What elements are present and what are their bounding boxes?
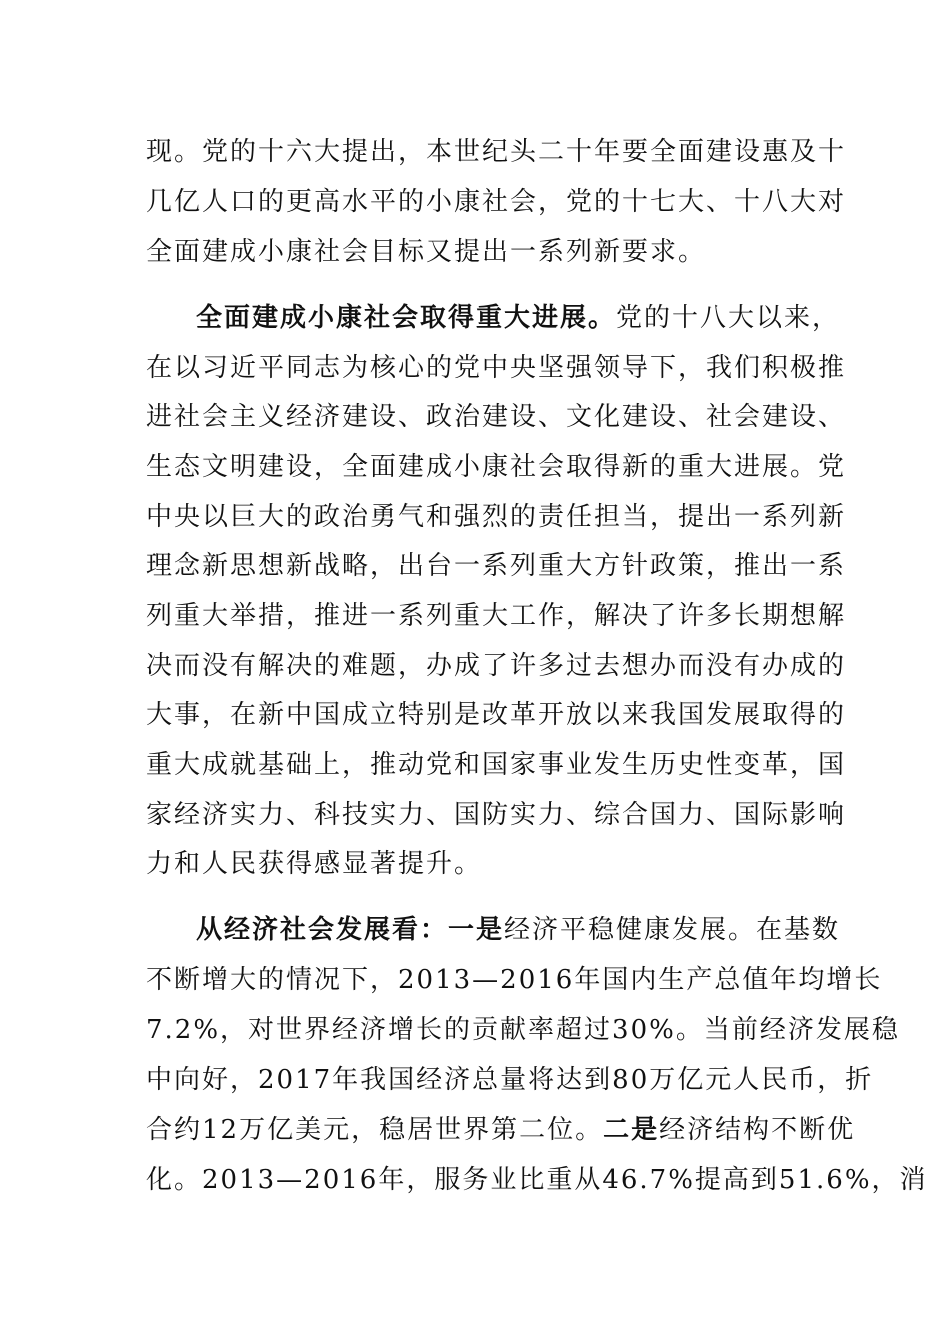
body-text-line: 全面建成小康社会目标又提出一系列新要求。 <box>146 237 707 267</box>
emphasis-text: 二是 <box>603 1115 660 1145</box>
paragraph-lead-line <box>196 910 856 950</box>
section-heading: 从经济社会发展看：一是 <box>196 915 505 945</box>
paragraph-lead-line <box>196 298 856 338</box>
section-heading: 全面建成小康社会取得重大进展。 <box>196 303 617 333</box>
body-text-line: 理念新思想新战略，出台一系列重大方针政策，推出一系 <box>146 551 847 581</box>
body-text: 经济结构不断优 <box>659 1115 856 1145</box>
body-text-line: 家经济实力、科技实力、国防实力、综合国力、国际影响 <box>146 800 847 830</box>
body-text-line: 化。2013—2016年，服务业比重从46.7%提高到51.6%，消 <box>146 1165 928 1195</box>
body-text-line: 进社会主义经济建设、政治建设、文化建设、社会建设、 <box>146 402 847 432</box>
body-text-line: 生态文明建设，全面建成小康社会取得新的重大进展。党 <box>146 452 847 482</box>
body-text-line: 力和人民获得感显著提升。 <box>146 849 483 879</box>
body-text-line: 列重大举措，推进一系列重大工作，解决了许多长期想解 <box>146 601 847 631</box>
body-text-line: 中央以巨大的政治勇气和强烈的责任担当，提出一系列新 <box>146 502 847 532</box>
body-text-line: 中向好，2017年我国经济总量将达到80万亿元人民币，折 <box>146 1065 874 1095</box>
body-text-line: 在以习近平同志为核心的党中央坚强领导下，我们积极推 <box>146 353 847 383</box>
body-text-line: 决而没有解决的难题，办成了许多过去想办而没有办成的 <box>146 651 847 681</box>
body-text-line: 几亿人口的更高水平的小康社会，党的十七大、十八大对 <box>146 187 847 217</box>
body-text-line: 重大成就基础上，推动党和国家事业发生历史性变革，国 <box>146 750 847 780</box>
body-text-line: 不断增大的情况下，2013—2016年国内生产总值年均增长 <box>146 965 883 995</box>
body-text-line: 7.2%，对世界经济增长的贡献率超过30%。当前经济发展稳 <box>146 1015 900 1045</box>
body-text-line <box>146 1110 856 1150</box>
body-text-line: 现。党的十六大提出，本世纪头二十年要全面建设惠及十 <box>146 137 847 167</box>
body-text: 合约12万亿美元，稳居世界第二位。 <box>146 1115 604 1145</box>
body-text: 党的十八大以来， <box>616 303 841 333</box>
body-text-line: 大事，在新中国成立特别是改革开放以来我国发展取得的 <box>146 700 847 730</box>
body-text: 经济平稳健康发展。在基数 <box>504 915 841 945</box>
